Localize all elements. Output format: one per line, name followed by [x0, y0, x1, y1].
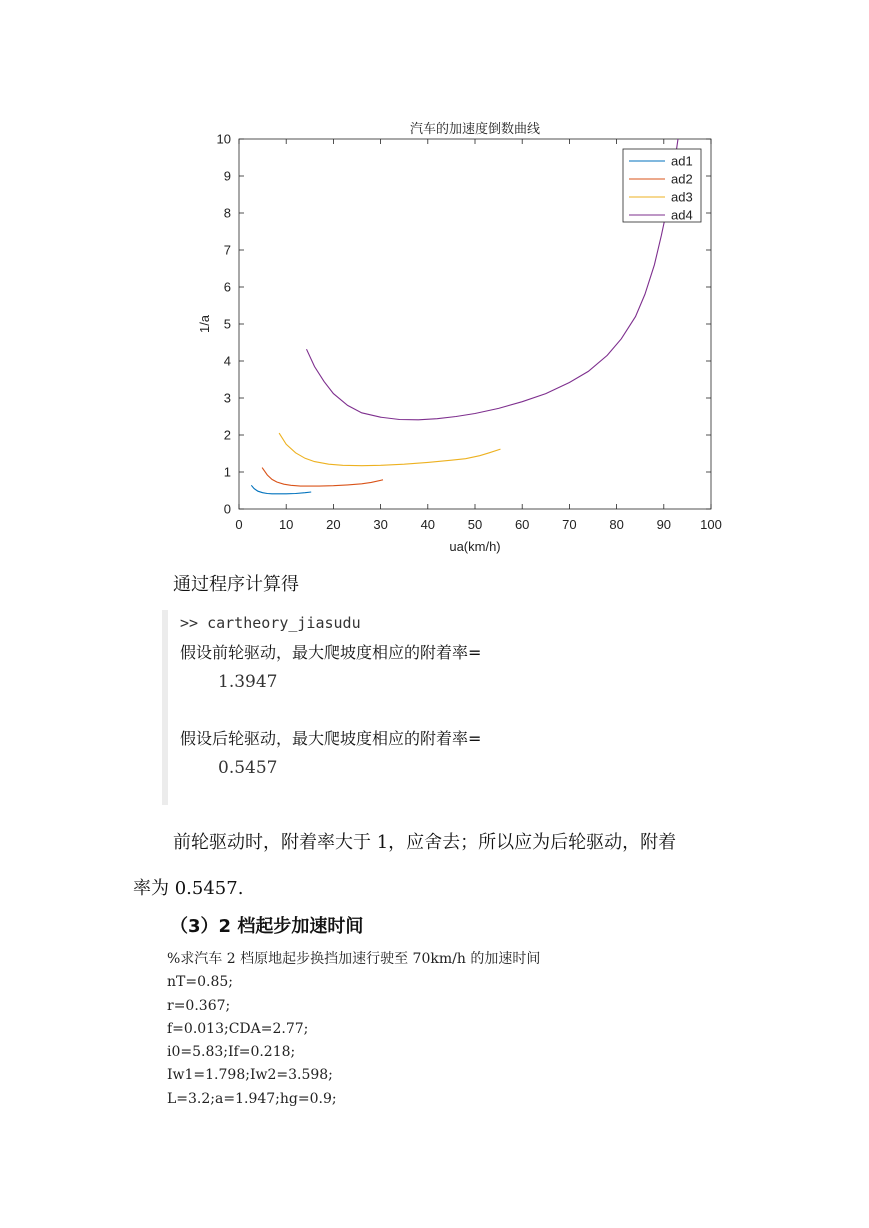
rear-drive-value: 0.5457	[218, 758, 278, 778]
y-tick-label: 3	[223, 390, 231, 406]
console-command: >> cartheory_jiasudu	[180, 614, 361, 632]
chart-svg	[190, 110, 730, 560]
code-line: r=0.367;	[167, 997, 231, 1014]
y-tick-label: 9	[223, 168, 231, 184]
y-tick-label: 0	[223, 501, 231, 517]
x-tick-label: 60	[514, 517, 530, 532]
code-line: L=3.2;a=1.947;hg=0.9;	[167, 1090, 337, 1107]
computed-label: 通过程序计算得	[173, 574, 299, 595]
conclusion-paragraph	[133, 820, 743, 912]
y-axis-label: 1/a	[197, 314, 212, 334]
y-tick-label: 8	[223, 205, 231, 221]
legend-label-ad3: ad3	[671, 189, 693, 205]
y-tick-label: 6	[223, 279, 231, 295]
y-tick-label: 10	[216, 131, 231, 147]
y-tick-label: 4	[223, 353, 231, 369]
front-drive-message: 假设前轮驱动，最大爬坡度相应的附着率=	[180, 643, 482, 662]
x-tick-label: 80	[609, 517, 624, 532]
matlab-console-output	[162, 610, 728, 805]
x-tick-label: 70	[562, 517, 577, 532]
y-tick-label: 7	[223, 242, 231, 258]
y-tick-label: 1	[223, 464, 231, 480]
y-tick-label: 2	[223, 427, 231, 443]
x-axis-label: ua(km/h)	[449, 539, 501, 554]
x-tick-label: 100	[700, 517, 722, 532]
front-drive-value: 1.3947	[218, 672, 278, 692]
conclusion-line-1: 前轮驱动时，附着率大于 1，应舍去；所以应为后轮驱动，附着	[173, 832, 677, 853]
x-tick-label: 0	[235, 517, 243, 532]
conclusion-line-2: 率为 0.5457.	[133, 878, 244, 899]
code-line: nT=0.85;	[167, 974, 233, 991]
x-tick-label: 40	[420, 517, 436, 532]
code-line: i0=5.83;If=0.218;	[167, 1044, 296, 1061]
legend-label-ad1: ad1	[671, 153, 693, 169]
chart-title: 汽车的加速度倒数曲线	[409, 122, 541, 137]
x-tick-label: 90	[656, 517, 672, 532]
x-tick-label: 30	[373, 517, 388, 532]
rear-drive-message: 假设后轮驱动，最大爬坡度相应的附着率=	[180, 729, 482, 748]
legend-label-ad4: ad4	[671, 207, 693, 223]
legend-label-ad2: ad2	[671, 171, 693, 187]
code-block	[167, 948, 540, 1111]
x-tick-label: 10	[278, 517, 294, 532]
acceleration-reciprocal-chart	[190, 110, 730, 560]
code-line: %求汽车 2 档原地起步换挡加速行驶至 70km/h 的加速时间	[167, 951, 541, 967]
x-tick-label: 20	[326, 517, 341, 532]
section-heading: （3）2 档起步加速时间	[170, 916, 364, 937]
x-tick-label: 50	[467, 517, 483, 532]
code-line: f=0.013;CDA=2.77;	[167, 1020, 309, 1037]
y-tick-label: 5	[223, 316, 231, 332]
code-line: Iw1=1.798;Iw2=3.598;	[167, 1067, 333, 1084]
